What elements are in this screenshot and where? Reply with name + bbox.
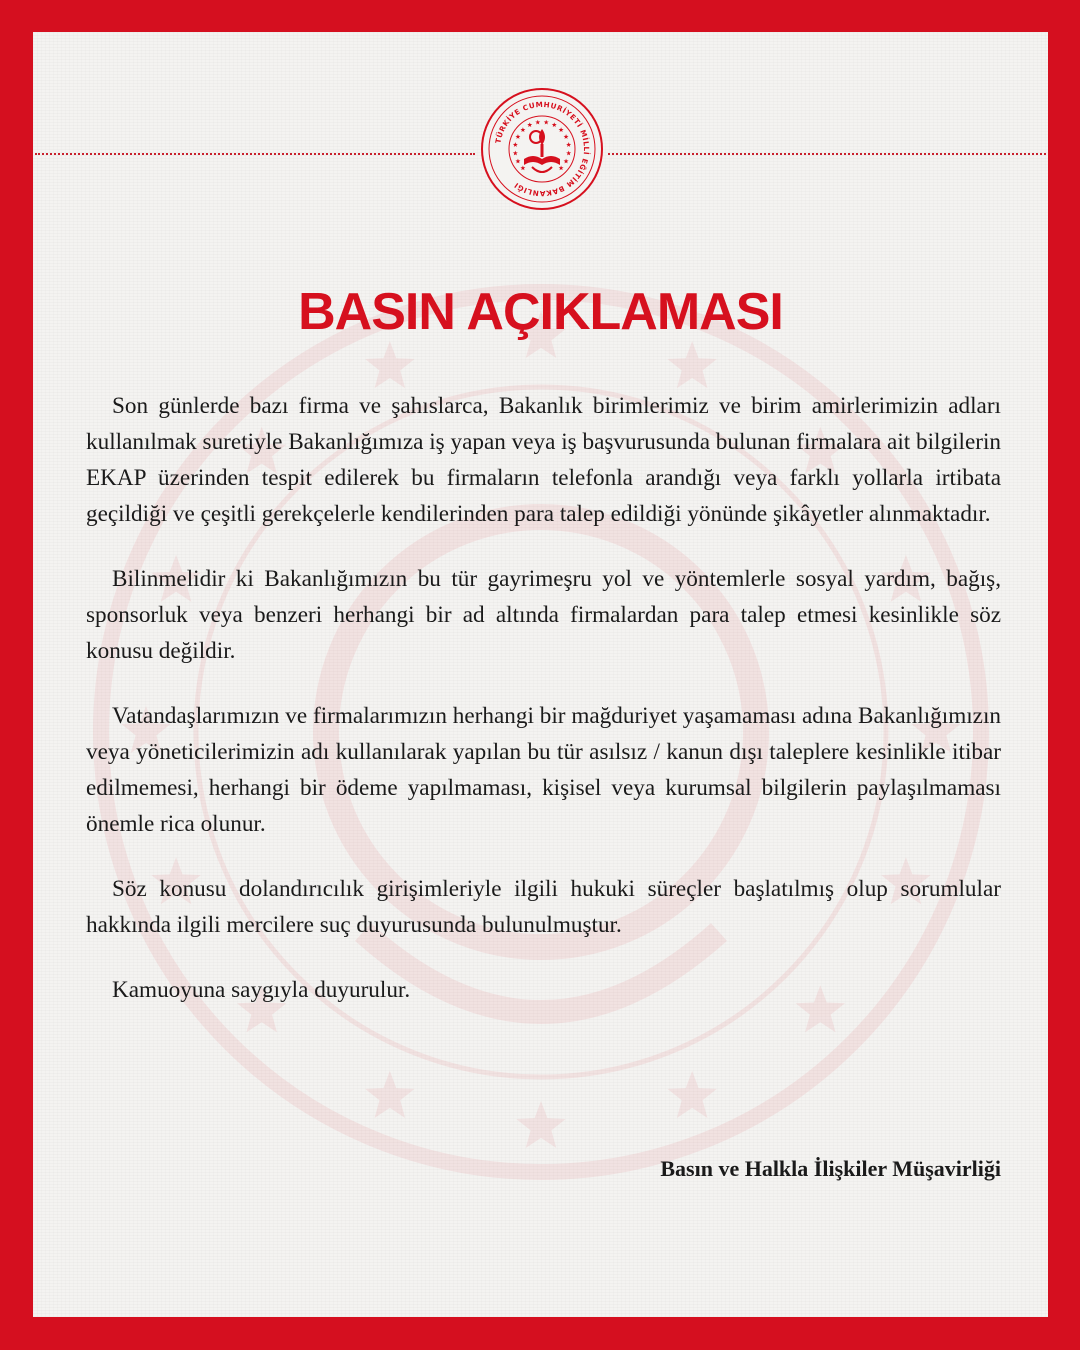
paragraph-1: Son günlerde bazı firma ve şahıslarca, Bakanlık birimlerimiz ve birim amirlerimizin adları kullanılmak suretiyle Bakanlığımıza iş yapan veya iş başvurusunda bulunan firmalara ait bilgilerin EKAP üzerinden tespit edilerek bu firmaların telefonla arandığı veya farklı yollarla irtibata geçildiği ve çeşitli gerekçelerle kendilerinden para talep edildiği yönünde şikâyetler alınmaktadır.: [86, 393, 1002, 527]
dotted-divider-left: [35, 153, 475, 155]
page-title: BASIN AÇIKLAMASI: [298, 283, 783, 341]
signature: Basın ve Halkla İlişkiler Müşavirliği: [660, 1156, 1001, 1181]
paragraph-3: Vatandaşlarımızın ve firmalarımızın herhangi bir mağduriyet yaşamaması adına Bakanlığımızın veya yöneticilerimizin adı kullanılarak yapılan bu tür asılsız / kanun dışı taleplere kesinlikle itibar edilmemesi, herhangi bir ödeme yapılmaması, kişisel veya kurumsal bilgilerin paylaşılmaması önemle rica olunur.: [86, 703, 1001, 837]
paragraph-4: Söz konusu dolandırıcılık girişimleriyle ilgili hukuki süreçler başlatılmış olup sorumlular hakkında ilgili mercilere suç duyurusunda bulunulmuştur.: [86, 876, 1001, 938]
paragraph-2: Bilinmelidir ki Bakanlığımızın bu tür gayrimeşru yol ve yöntemlerle sosyal yardım, bağış, sponsorluk veya benzeri herhangi bir ad altında firmalardan para talep etmesi kesinlikle söz konusu değildir.: [86, 566, 1001, 664]
dotted-divider-right: [608, 153, 1046, 155]
press-release-body: [86, 388, 1001, 1037]
ministry-seal-icon: [480, 87, 604, 211]
press-release-paper: [33, 32, 1048, 1317]
closing-line: Kamuoyuna saygıyla duyurulur.: [112, 977, 411, 1003]
seal-text: TÜRKİYE CUMHURİYETİ MİLLİ EĞİTİM BAKANLIĞI: [493, 99, 592, 199]
